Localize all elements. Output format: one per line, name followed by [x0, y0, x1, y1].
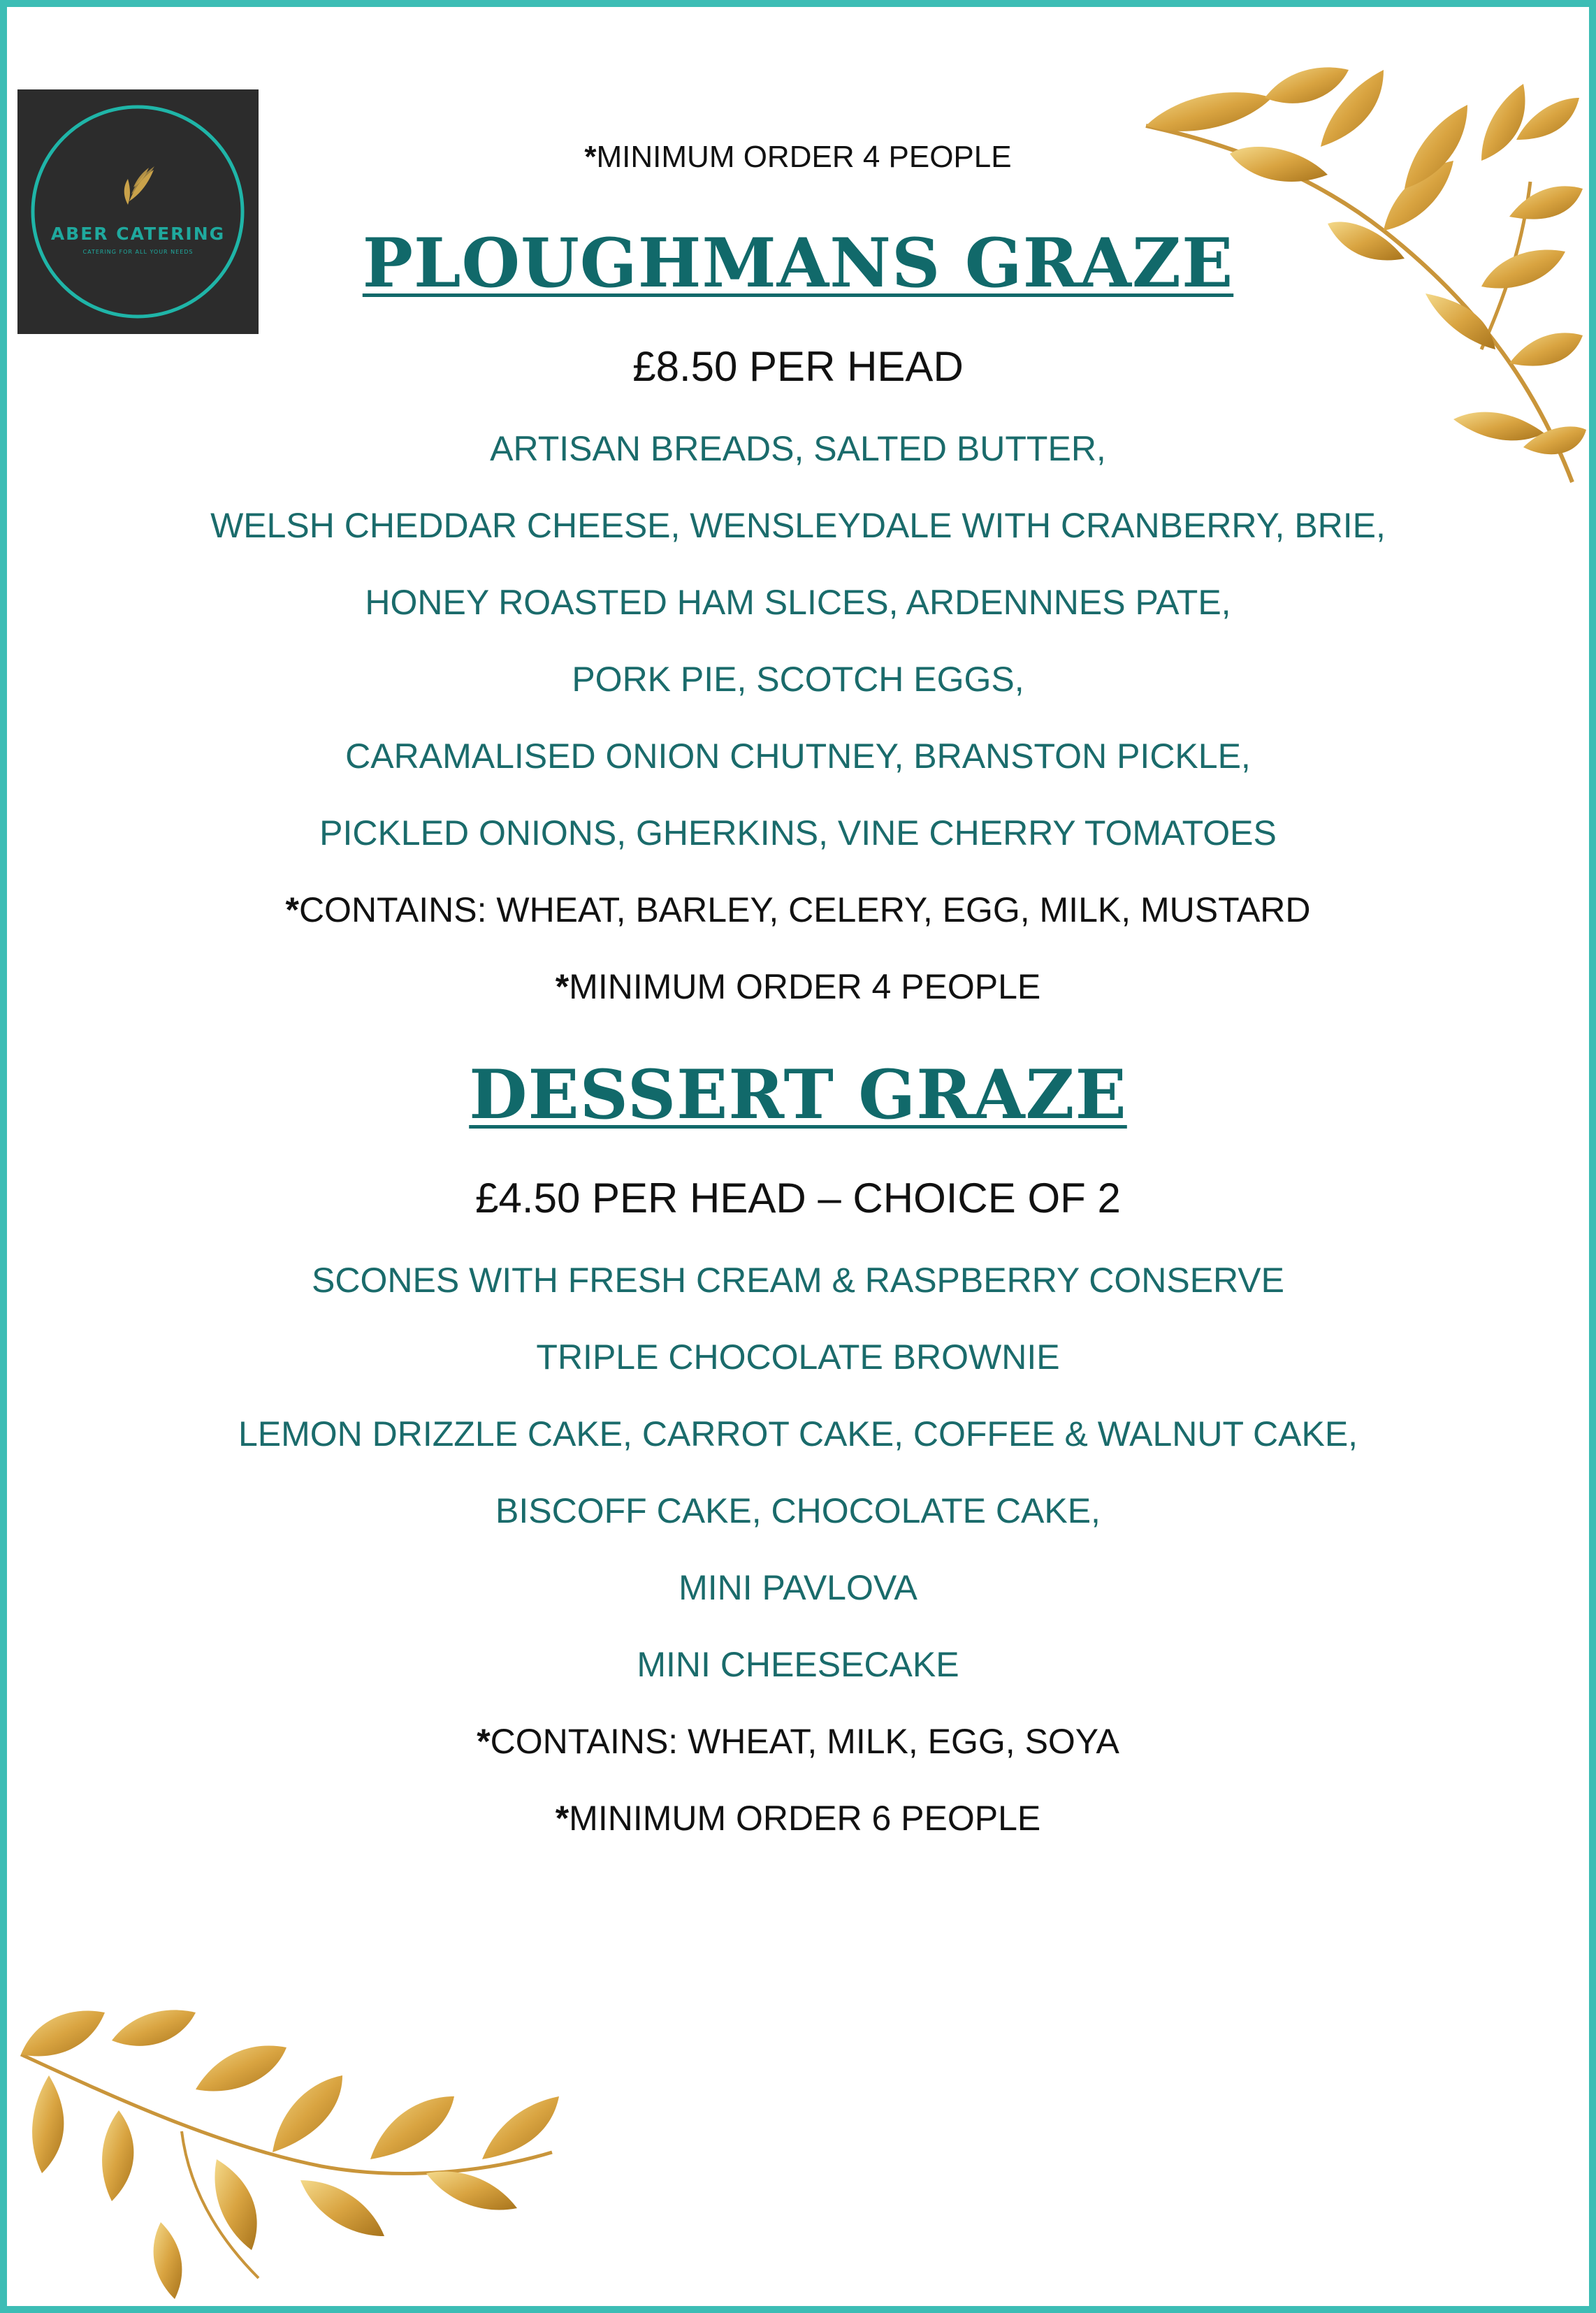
dessert-price: £4.50 PER HEAD – CHOICE OF 2 — [475, 1175, 1121, 1221]
ploughmans-item: CARAMALISED ONION CHUTNEY, BRANSTON PICKLE, — [345, 737, 1251, 776]
asterisk: * — [555, 1799, 570, 1838]
dessert-title: DESSERT GRAZE — [469, 1055, 1127, 1134]
ploughmans-item: HONEY ROASTED HAM SLICES, ARDENNNES PATE, — [365, 583, 1231, 622]
ploughmans-title: PLOUGHMANS GRAZE — [362, 224, 1234, 303]
dessert-item: LEMON DRIZZLE CAKE, CARROT CAKE, COFFEE & WALNUT CAKE, — [238, 1414, 1358, 1453]
ploughmans-item: PICKLED ONIONS, GHERKINS, VINE CHERRY TOMATOES — [319, 813, 1277, 853]
gold-leaves-bottom-left-icon — [7, 1957, 566, 2306]
dessert-item: BISCOFF CAKE, CHOCOLATE CAKE, — [495, 1491, 1101, 1530]
asterisk: * — [584, 140, 597, 174]
dessert-item: TRIPLE CHOCOLATE BROWNIE — [536, 1337, 1060, 1377]
ploughmans-item: ARTISAN BREADS, SALTED BUTTER, — [490, 429, 1106, 468]
top-minimum-order-note: *MINIMUM ORDER 4 PEOPLE — [584, 140, 1012, 174]
ploughmans-allergens: *CONTAINS: WHEAT, BARLEY, CELERY, EGG, MILK, MUSTARD — [285, 890, 1311, 929]
dessert-minimum-order: *MINIMUM ORDER 6 PEOPLE — [555, 1799, 1041, 1838]
logo-name: ABER CATERING — [50, 224, 226, 244]
logo-tagline: CATERING FOR ALL YOUR NEEDS — [82, 249, 194, 255]
asterisk: * — [477, 1722, 491, 1761]
dessert-item: MINI CHEESECAKE — [637, 1645, 959, 1684]
ploughmans-item: WELSH CHEDDAR CHEESE, WENSLEYDALE WITH CRANBERRY, BRIE, — [210, 506, 1386, 545]
dessert-item: SCONES WITH FRESH CREAM & RASPBERRY CONSERVE — [312, 1261, 1284, 1300]
ploughmans-minimum-order: *MINIMUM ORDER 4 PEOPLE — [555, 967, 1041, 1006]
asterisk: * — [555, 967, 570, 1006]
dessert-item: MINI PAVLOVA — [679, 1568, 917, 1607]
dessert-allergens: *CONTAINS: WHEAT, MILK, EGG, SOYA — [477, 1722, 1119, 1761]
asterisk: * — [285, 890, 299, 929]
ploughmans-price: £8.50 PER HEAD — [632, 343, 964, 390]
ploughmans-item: PORK PIE, SCOTCH EGGS, — [572, 660, 1024, 699]
